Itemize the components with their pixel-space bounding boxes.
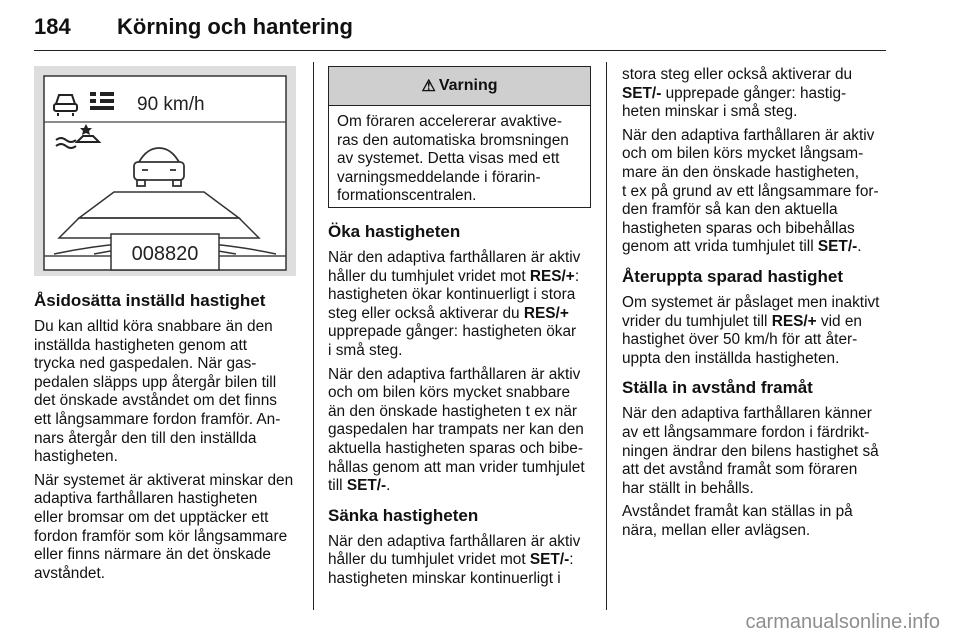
- paragraph-distance-options: [622, 503, 897, 540]
- set-minus-label: SET/-: [346, 477, 387, 495]
- set-minus-label: SET/-: [622, 84, 662, 102]
- section-heading-resume-speed: Återuppta sparad hastighet: [622, 266, 844, 286]
- watermark: carmanualsonline.info: [745, 611, 940, 633]
- section-heading-override-speed: Åsidosätta inställd hastighet: [34, 291, 266, 310]
- text-line: håller du tumhjulet vridet mot: [328, 267, 530, 285]
- set-minus-label: SET/-: [529, 551, 570, 569]
- column-divider-left: [313, 62, 314, 610]
- text-line: håller du tumhjulet vridet mot: [328, 551, 530, 569]
- text-line: mare än den önskade hastigheten,: [622, 163, 860, 181]
- text-line: av systemet. Detta visas med ett: [337, 150, 560, 168]
- warning-header: [329, 67, 590, 106]
- text-line: nars återgår den till den inställda: [34, 429, 257, 447]
- text-line: När den adaptiva farthållaren är aktiv: [328, 532, 581, 550]
- paragraph-override-speed: [34, 318, 309, 467]
- warning-box: [328, 66, 591, 208]
- text-line: varningsmeddelande i förarin-: [337, 168, 541, 186]
- text-line: ningen ändrar den bilens hastighet så: [622, 442, 879, 460]
- text-line: :: [569, 551, 574, 569]
- paragraph-system-active: [34, 472, 309, 584]
- column-1: [34, 291, 309, 588]
- text-line: När den adaptiva farthållaren är aktiv: [328, 249, 581, 266]
- warning-text: [329, 106, 590, 213]
- text-line: Du kan alltid köra snabbare än den: [34, 318, 273, 335]
- page-number: 184: [34, 14, 71, 39]
- text-line: och om bilen körs mycket snabbare: [328, 384, 571, 402]
- warning-title: Varning: [438, 77, 498, 94]
- text-line: av ett långsammare fordon i färdrikt-: [622, 423, 870, 441]
- text-line: till: [328, 477, 347, 495]
- text-line: aktuella hastigheten sparas och bibe-: [328, 439, 583, 457]
- text-line: avståndet.: [34, 564, 106, 582]
- text-line: När systemet är aktiverat minskar den: [34, 471, 294, 489]
- text-line: eller finns närmare än det önskade: [34, 546, 271, 564]
- text-line: När den adaptiva farthållaren känner: [622, 405, 872, 423]
- text-line: formationscentralen.: [337, 187, 477, 205]
- text-line: ras den automatiska bromsningen: [337, 131, 569, 149]
- warning-triangle-icon: ⚠: [421, 78, 436, 95]
- text-line: gaspedalen har trampats ner kan den: [328, 421, 584, 439]
- set-minus-label: SET/-: [817, 238, 858, 256]
- text-line: När den adaptiva farthållaren är aktiv: [622, 126, 875, 144]
- odometer-readout: 008820: [131, 243, 199, 265]
- text-line: eller bromsar om det upptäcker ett: [34, 508, 269, 526]
- text-line: hastigheten sparas och bibehållas: [622, 219, 855, 237]
- section-heading-increase-speed: Öka hastigheten: [328, 222, 461, 241]
- column-3: [622, 66, 897, 545]
- text-line: ett långsammare fordon framför. An-: [34, 410, 281, 428]
- text-line: Avståndet framåt kan ställas in på: [622, 503, 853, 521]
- following-distance-bars-icon: [90, 92, 114, 110]
- paragraph-increase-speed: [328, 249, 603, 361]
- text-line: steg eller också aktiverar du: [328, 304, 524, 322]
- section-heading-decrease-speed: Sänka hastigheten: [328, 505, 479, 525]
- text-line: hållas genom att man vrider tumhjulet: [328, 458, 585, 476]
- text-line: uppta den inställda hastigheten.: [622, 349, 840, 367]
- text-line: stora steg eller också aktiverar du: [622, 66, 853, 83]
- text-line: det önskade avståndet om det finns: [34, 392, 277, 410]
- paragraph-decrease-speed: [328, 533, 603, 589]
- res-plus-label: RES/+: [529, 267, 575, 285]
- text-line: upprepade gånger: hastig-: [661, 84, 847, 102]
- paragraph-set-distance: [622, 405, 897, 498]
- text-line: .: [386, 477, 391, 495]
- text-line: vrider du tumhjulet till: [622, 312, 772, 330]
- chapter-title: Körning och hantering: [117, 14, 353, 39]
- text-line: t ex på grund av ett långsammare for-: [622, 182, 879, 200]
- text-line: i små steg.: [328, 341, 403, 359]
- res-plus-label: RES/+: [523, 304, 569, 322]
- text-line: hastigheten.: [34, 448, 118, 466]
- text-line: att det avstånd framåt som föraren: [622, 461, 858, 479]
- text-line: .: [857, 238, 862, 256]
- text-line: adaptiva farthållaren hastigheten: [34, 490, 258, 508]
- text-line: När den adaptiva farthållaren är aktiv: [328, 365, 581, 383]
- text-line: fordon framför som kör långsammare: [34, 527, 288, 545]
- section-heading-set-distance: Ställa in avstånd framåt: [622, 378, 813, 398]
- text-line: än den önskade hastigheten t ex när: [328, 402, 578, 420]
- column-divider-right: [606, 62, 607, 610]
- text-line: genom att vrida tumhjulet till: [622, 238, 818, 256]
- text-line: vid en: [816, 312, 862, 330]
- paragraph-decrease-continued: [622, 66, 897, 122]
- text-line: upprepade gånger: hastigheten ökar: [328, 323, 577, 341]
- paragraph-resume-speed: [622, 294, 897, 368]
- text-line: heten minskar i små steg.: [622, 103, 798, 121]
- res-plus-label: RES/+: [771, 312, 817, 330]
- text-line: :: [574, 267, 580, 285]
- text-line: hastigheten minskar kontinuerligt i: [328, 569, 561, 587]
- text-line: trycka ned gaspedalen. När gas-: [34, 355, 257, 373]
- text-line: Om föraren accelererar avaktive-: [337, 113, 562, 130]
- cruise-control-display-svg: [34, 66, 296, 276]
- text-line: pedalen släpps upp återgår bilen till: [34, 373, 277, 391]
- column-2: [328, 222, 603, 594]
- text-line: hastigheten ökar kontinuerligt i stora: [328, 286, 576, 304]
- text-line: den framför så kan den aktuella: [622, 201, 838, 219]
- paragraph-store-speed: [328, 366, 603, 496]
- instrument-display-illustration: [34, 66, 296, 276]
- text-line: Om systemet är påslaget men inaktivt: [622, 293, 880, 311]
- text-line: hastighet över 50 km/h för att åter-: [622, 331, 858, 349]
- text-line: inställda hastigheten genom att: [34, 336, 248, 354]
- set-speed-readout: 90 km/h: [137, 94, 205, 115]
- paragraph-store-slow-speed: [622, 127, 897, 257]
- text-line: och om bilen körs mycket långsam-: [622, 145, 864, 163]
- text-line: har ställt in behålls.: [622, 479, 754, 497]
- text-line: nära, mellan eller avlägsen.: [622, 521, 811, 539]
- page-header: [34, 6, 886, 51]
